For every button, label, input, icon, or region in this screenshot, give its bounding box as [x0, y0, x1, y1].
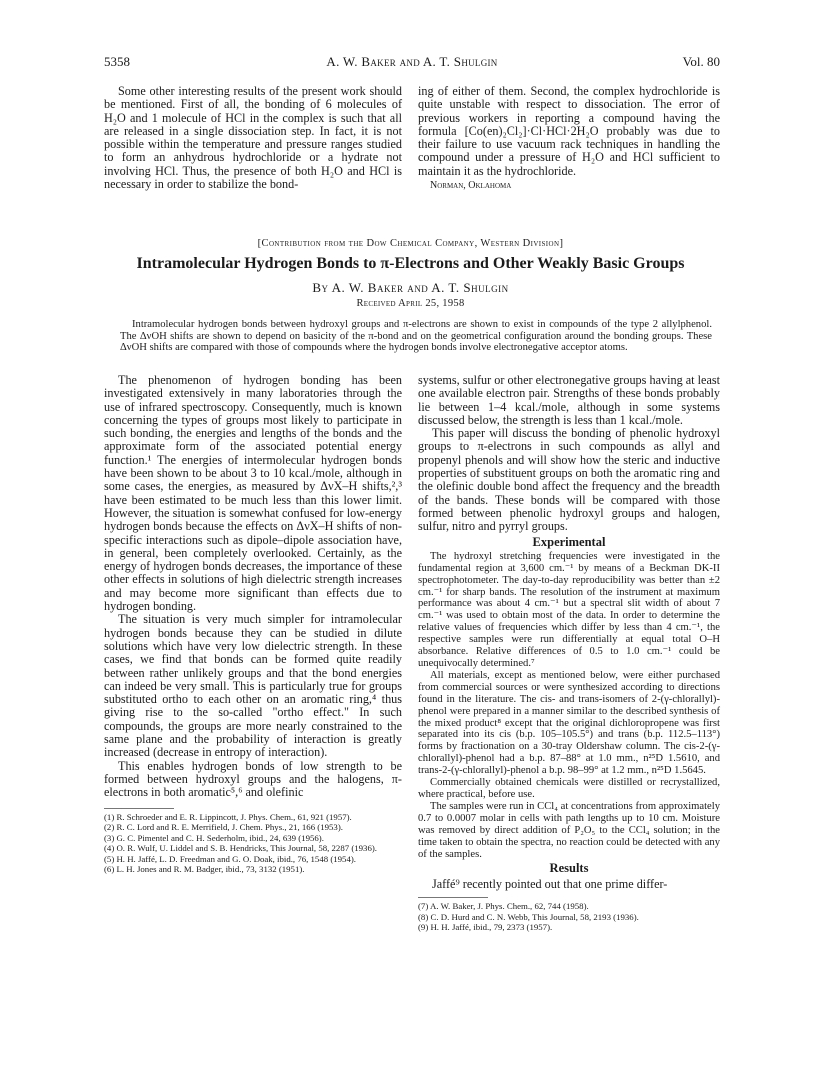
- footnote: (9) H. H. Jaffé, ibid., 79, 2373 (1957).: [418, 922, 553, 933]
- section-heading-experimental: Experimental: [532, 534, 606, 549]
- footnote: (2) R. C. Lord and R. E. Merrifield, J. Chem. Phys., 21, 166 (1953).: [104, 822, 343, 833]
- paragraph: The samples were run in CCl₄ at concentrations from approximately 0.7 to 0.0007 molar in cells with path lengths up to 10 cm. Moisture was removed by direct addition of P₂O₅ to the CCl₄ solution; in the time taken to obtain the spectra, no reaction could be detected with any of the samples.: [418, 800, 720, 860]
- abstract: [120, 319, 712, 354]
- volume-number: Vol. 80: [682, 54, 720, 69]
- contribution-line: [Contribution from the Dow Chemical Company, Western Division]: [257, 238, 564, 249]
- paragraph: Some other interesting results of the present work should be mentioned. First of all, the bonding of 6 molecules of H₂O and 1 molecule of HCl in the complex is such that all are released in a single dissociation step. In fact, it is not possible within the temperature and pressure ranges studied to form an anhydrous hydrochloride or a hydrate not involving HCl. Thus, the presence of both H₂O and HCl is necessary in order to stabilize the bond-: [104, 84, 402, 192]
- left-column: [104, 374, 402, 875]
- paragraph: Jaffé⁹ recently pointed out that one prime differ-: [432, 876, 668, 891]
- abstract-text: Intramolecular hydrogen bonds between hydroxyl groups and π-electrons are shown to exist in compounds of the type 2 allylphenol. The ΔνOH shifts are shown to depend on basicity of the π-bond and on the geometrical configuration around the bonding groups. These ΔνOH shifts are compared with those of compounds where the hydrogen bonds involve electronegative acceptor atoms.: [120, 319, 712, 354]
- paragraph: systems, sulfur or other electronegative groups having at least one available electron pair. Strengths of these bonds probably lie between 1–4 kcal./mole, although in some systems discussed below, the strength is less than 1 kcal./mole.: [418, 373, 720, 427]
- paragraph: ing of either of them. Second, the complex hydrochloride is quite unstable with respect to dissociation. The error of previous workers in reporting a compound having the formula [Co(en)₂Cl₂]·Cl·HCl·2H₂O probably was due to their failure to use vacuum rack techniques in handling the compound under a pressure of H₂O and HCl sufficient to maintain it as the hydrochloride.: [418, 84, 720, 178]
- running-header: [104, 54, 720, 74]
- section-heading-results: Results: [549, 861, 589, 876]
- footnotes-right: [418, 901, 720, 933]
- paragraph: The hydroxyl stretching frequencies were investigated in the fundamental region at 3,600 cm.⁻¹ by means of a Beckman DK-II spectrophotometer. The day-to-day reproducibility was better than ±2 cm.⁻¹ for sharp bands. The resolution of the instrument at maximum performance was about 4 cm.⁻¹ but a spectral slit width of about 7 cm.⁻¹ was used to obtain most of the data. In order to determine the relative values of frequencies which differ by less than 4 cm.⁻¹, the respective samples were run differentially at equal total O–H absorbance. Relative differences of 0.5 to 1.0 cm.⁻¹ could be unequivocally determined.⁷: [418, 550, 720, 670]
- footnotes-left: [104, 812, 402, 876]
- article-title: Intramolecular Hydrogen Bonds to π-Electrons and Other Weakly Basic Groups: [136, 255, 685, 272]
- footnote: (7) A. W. Baker, J. Phys. Chem., 62, 744 (1958).: [418, 901, 589, 912]
- continued-text-left: [104, 85, 402, 191]
- footnote: (8) C. D. Hurd and C. N. Webb, This Journal, 58, 2193 (1936).: [418, 911, 639, 922]
- footnote: (6) L. H. Jones and R. M. Badger, ibid., 73, 3132 (1951).: [104, 864, 305, 875]
- running-authors: A. W. Baker and A. T. Shulgin: [326, 54, 498, 69]
- footnote-rule: [104, 808, 174, 809]
- footnote: (1) R. Schroeder and E. R. Lippincott, J. Phys. Chem., 61, 921 (1957).: [104, 811, 352, 822]
- continued-text-right: [418, 85, 720, 192]
- paragraph: This paper will discuss the bonding of phenolic hydroxyl groups to π-electrons in such compounds as allyl and propenyl phenols and will show how the steric and inductive properties of substituent groups on both the aromatic ring and the olefinic double bond affect the frequency and the breadth of the bands. These bonds will be compared with those formed between phenolic hydroxyl groups and halogen, sulfur, nitro and pyrryl groups.: [418, 426, 720, 534]
- right-column: [418, 374, 720, 933]
- footnote: (3) G. C. Pimentel and C. H. Sederholm, ibid., 24, 639 (1956).: [104, 832, 324, 843]
- affiliation-place: Norman, Oklahoma: [430, 180, 512, 192]
- byline: By A. W. Baker and A. T. Shulgin: [312, 280, 509, 295]
- paragraph: Commercially obtained chemicals were distilled or recrystallized, where practical, before use.: [418, 777, 720, 800]
- experimental-section: [418, 551, 720, 861]
- paragraph: All materials, except as mentioned below, were either purchased from commercial sources or were synthesized according to directions found in the literature. The cis- and trans-isomers of 2-(γ-chlorallyl)-phenol were prepared in a manner similar to the described synthesis of the mixed product⁸ except that the original dichloropropene was first separated into its cis (b.p. 105–105.5°) and trans (b.p. 112.5–113°) forms by fractionation on a 30-tray Oldershaw column. The cis-2-(γ-chlorallyl)-phenol had a b.p. 87–88° at 1.0 mm., n²⁵D 1.5610, and trans-2-(γ-chlorallyl)-phenol a b.p. 98–99° at 1.2 mm., n²⁵D 1.5645.: [418, 669, 720, 777]
- paragraph: The situation is very much simpler for intramolecular hydrogen bonds because they can be studied in dilute solutions which have very low dielectric strength. In these cases, we find that bonds can be formed quite readily between rather unlikely groups and that the bond energies can indeed be very small. This is particularly true for groups substituted ortho to each other on an aromatic ring,⁴ thus giving rise to the so-called "ortho effect." In such compounds, the groups are more nearly constrained to the same plane and the probability of interaction is greatly increased (decrease in entropy of interaction).: [104, 612, 402, 760]
- footnote-rule: [418, 897, 488, 898]
- footnote: (5) H. H. Jaffé, L. D. Freedman and G. O. Doak, ibid., 76, 1548 (1954).: [104, 853, 356, 864]
- footnote: (4) O. R. Wulf, U. Liddel and S. B. Hendricks, This Journal, 58, 2287 (1936).: [104, 843, 377, 854]
- received-date: Received April 25, 1958: [356, 298, 465, 309]
- paragraph: This enables hydrogen bonds of low strength to be formed between hydroxyl groups and the halogens, π-electrons in both aromatic⁵,⁶ and olefinic: [104, 758, 402, 800]
- paragraph: The phenomenon of hydrogen bonding has been investigated extensively in many laboratories through the use of infrared spectroscopy. Consequently, much is known concerning the types of groups most likely to participate in such bonding, the energies and lengths of the bonds and the approximate form of the associated potential energy function.¹ The energies of intermolecular hydrogen bonds have been shown to be about 3 to 10 kcal./mole, although in some cases, the energies, as measured by ΔνX–H shifts,²,³ have been estimated to be much less than this lower limit. However, the situation is somewhat confused for low-energy hydrogen bonds because the effects on ΔνX–H shifts of non-specific interactions such as dipole–dipole association have, in general, been completely overlooked. Certainly, as the energy of hydrogen bonds decreases, the importance of these other effects in solutions of high dielectric strength increases and may become more significant than effects due to hydrogen bonding.: [104, 373, 402, 614]
- page-number: 5358: [104, 54, 130, 69]
